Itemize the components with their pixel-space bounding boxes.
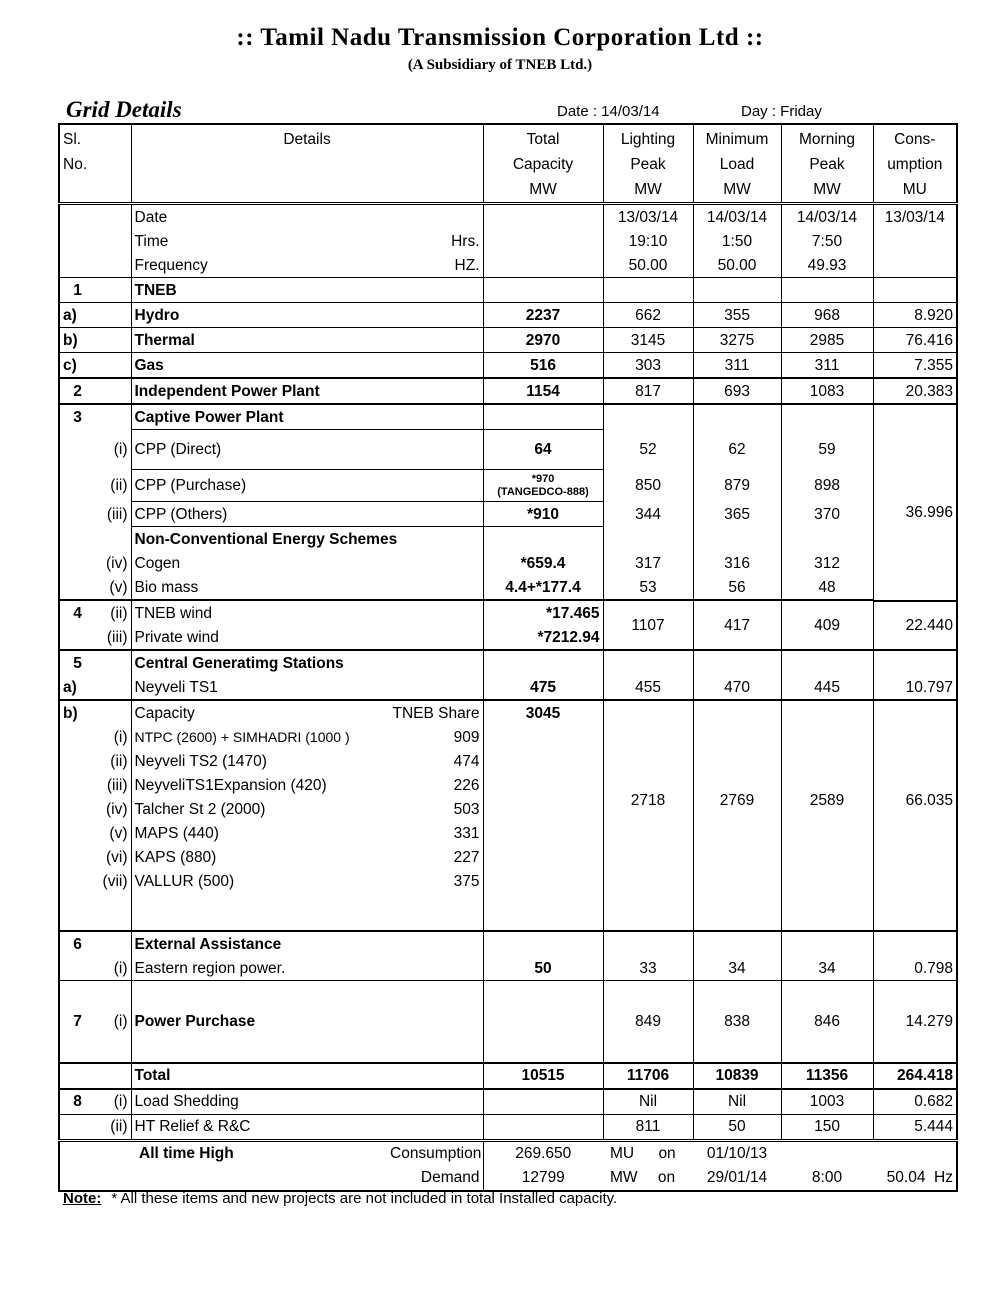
frequency-morning-peak: 49.93: [781, 253, 873, 278]
gas-minimum-load: 311: [693, 353, 781, 379]
ht-relief-row: [59, 1114, 957, 1140]
thermal-consumption: 76.416: [873, 328, 957, 353]
cpp-others-row: [59, 502, 957, 527]
load-shedding-row: [59, 1089, 957, 1115]
note-text: * All these items and new projects are not included in total Installed capacity.: [111, 1190, 618, 1207]
total-consumption: 264.418: [873, 1063, 957, 1089]
row-sub-number: (i): [95, 725, 131, 749]
company-subtitle: (A Subsidiary of TNEB Ltd.): [407, 57, 593, 73]
row-number: 2: [59, 378, 95, 404]
row-number: c): [59, 353, 95, 379]
cgs-item-share: 331: [387, 821, 483, 845]
cgs-capacity-row: [59, 700, 957, 725]
cgs-morning-peak: 2589: [781, 700, 873, 931]
power-purchase-morning-peak: 846: [781, 981, 873, 1063]
total-lighting-peak: 11706: [603, 1063, 693, 1089]
biomass-label: Bio mass: [131, 575, 483, 600]
hydro-capacity: 2237: [483, 303, 603, 328]
row-sub-number: (i): [95, 430, 131, 470]
row-sub-number: (vi): [95, 845, 131, 869]
col-header-consumption: Cons- umption MU: [873, 124, 957, 204]
cgs-item-label: NeyveliTS1Expansion (420): [134, 776, 327, 794]
cpp-direct-row: [59, 430, 957, 470]
ath-demand-unit-on: MW on: [610, 1169, 676, 1186]
date-label: Date: [131, 204, 387, 230]
cpp-direct-morning-peak: 59: [781, 430, 873, 470]
col-header-lighting-peak: Lighting Peak MW: [603, 124, 693, 204]
external-label: External Assistance: [131, 931, 483, 956]
gas-consumption: 7.355: [873, 353, 957, 379]
load-shedding-consumption: 0.682: [873, 1089, 957, 1115]
cgs-item-label: Talcher St 2 (2000): [134, 800, 266, 818]
row-sub-number: (ii): [95, 470, 131, 502]
row-number: b): [63, 704, 78, 722]
ht-relief-morning-peak: 150: [781, 1114, 873, 1140]
neyveli-ts1-minimum-load: 470: [693, 675, 781, 700]
tneb-label: TNEB: [131, 278, 483, 303]
frequency-unit: HZ.: [387, 253, 483, 278]
hydro-consumption: 8.920: [873, 303, 957, 328]
gas-label: Gas: [131, 353, 483, 379]
frequency-label: Frequency: [131, 253, 387, 278]
wind-morning-peak: 409: [781, 601, 873, 650]
hydro-morning-peak: 968: [781, 303, 873, 328]
cgs-item-share: 375: [387, 869, 483, 893]
ath-consumption-value: 269.650: [483, 1140, 603, 1166]
eastern-consumption: 0.798: [873, 956, 957, 981]
load-shedding-lighting-peak: Nil: [603, 1089, 693, 1115]
tneb-share-label: TNEB Share: [387, 700, 483, 725]
hydro-lighting-peak: 662: [603, 303, 693, 328]
ath-demand-date: 29/01/14: [706, 1169, 768, 1186]
company-title: :: Tamil Nadu Transmission Corporation Ltd ::: [236, 24, 764, 51]
row-number: 6: [73, 935, 82, 953]
time-morning-peak: 7:50: [781, 229, 873, 253]
ipp-minimum-load: 693: [693, 378, 781, 404]
cgs-item-share: 503: [387, 797, 483, 821]
col-header-minimum-load: Minimum Load MW: [693, 124, 781, 204]
frequency-minimum-load: 50.00: [693, 253, 781, 278]
ath-demand-label: Demand: [387, 1166, 483, 1191]
ht-relief-consumption: 5.444: [873, 1114, 957, 1140]
ath-consumption-label: Consumption: [387, 1140, 483, 1166]
cpp-others-minimum-load: 365: [693, 502, 781, 527]
neyveli-ts1-label: Neyveli TS1: [131, 675, 483, 700]
cgs-item-share: 909: [387, 725, 483, 749]
row-sub-number: (iii): [95, 773, 131, 797]
ht-relief-label: HT Relief & R&C: [131, 1114, 483, 1140]
private-wind-label: Private wind: [131, 625, 483, 650]
cgs-capacity-label: Capacity: [134, 704, 195, 722]
row-sub-number: (i): [95, 1089, 131, 1115]
row-sub-number: (ii): [95, 601, 131, 625]
cgs-minimum-load: 2769: [693, 700, 781, 931]
time-lighting-peak: 19:10: [603, 229, 693, 253]
cpp-others-capacity: *910: [483, 502, 603, 527]
cgs-label: Central Generatimg Stations: [131, 650, 483, 675]
ht-relief-minimum-load: 50: [693, 1114, 781, 1140]
thermal-row: [59, 328, 957, 353]
biomass-capacity: 4.4+*177.4: [483, 575, 603, 600]
total-capacity: 10515: [483, 1063, 603, 1089]
ht-relief-lighting-peak: 811: [603, 1114, 693, 1140]
row-number: a): [59, 303, 95, 328]
ath-demand-time: 8:00: [811, 1169, 843, 1186]
grid-details-table: [58, 123, 958, 1192]
ath-consumption-unit-on: MU on: [603, 1140, 693, 1166]
cpp-label: Captive Power Plant: [131, 404, 483, 430]
row-number: 5: [73, 654, 82, 672]
ath-demand-frequency: 50.04 Hz: [886, 1169, 954, 1186]
time-label: Time: [134, 232, 169, 250]
ath-demand-value: 12799: [521, 1169, 565, 1186]
ipp-lighting-peak: 817: [603, 378, 693, 404]
thermal-morning-peak: 2985: [781, 328, 873, 353]
external-row: [59, 931, 957, 956]
total-row: [59, 1063, 957, 1089]
row-sub-number: (v): [95, 575, 131, 600]
cpp-others-morning-peak: 370: [781, 502, 873, 527]
wind-lighting-peak: 1107: [603, 601, 693, 650]
gas-row: [59, 353, 957, 379]
eastern-capacity: 50: [483, 956, 603, 981]
wind-minimum-load: 417: [693, 601, 781, 650]
cgs-item-label: Neyveli TS2 (1470): [134, 752, 267, 770]
neyveli-ts1-capacity: 475: [483, 675, 603, 700]
wind-consumption: 22.440: [873, 601, 957, 650]
eastern-minimum-load: 34: [693, 956, 781, 981]
col-header-details: Details: [131, 124, 483, 204]
load-shedding-label: Load Shedding: [131, 1089, 483, 1115]
cgs-item-label: NTPC (2600) + SIMHADRI (1000 ): [134, 728, 350, 745]
gas-morning-peak: 311: [781, 353, 873, 379]
biomass-morning-peak: 48: [781, 575, 873, 600]
cpp-direct-capacity: 64: [483, 430, 603, 470]
hydro-row: [59, 303, 957, 328]
row-number: 1: [73, 281, 82, 299]
cpp-others-label: CPP (Others): [131, 502, 483, 527]
cgs-item-share: 474: [387, 749, 483, 773]
col-header-morning-peak: Morning Peak MW: [781, 124, 873, 204]
col-header-sl: Sl. No.: [59, 124, 131, 204]
cgs-item-label: KAPS (880): [134, 848, 217, 866]
row-sub-number: (iv): [95, 797, 131, 821]
all-time-high-demand-row: [59, 1166, 957, 1191]
tneb-wind-capacity: *17.465: [483, 601, 603, 625]
cpp-direct-label: CPP (Direct): [131, 430, 483, 470]
gas-lighting-peak: 303: [603, 353, 693, 379]
total-label: Total: [131, 1063, 483, 1089]
cpp-purchase-row: [59, 470, 957, 502]
private-wind-capacity: *7212.94: [483, 625, 603, 650]
note-label: Note:: [63, 1190, 102, 1207]
row-sub-number: (ii): [95, 1114, 131, 1140]
total-minimum-load: 10839: [693, 1063, 781, 1089]
thermal-capacity: 2970: [483, 328, 603, 353]
ipp-label: Independent Power Plant: [131, 378, 483, 404]
frequency-row: [59, 253, 957, 278]
gas-capacity: 516: [483, 353, 603, 379]
cgs-item-share: 227: [387, 845, 483, 869]
cpp-purchase-morning-peak: 898: [781, 470, 873, 502]
cgs-consumption: 66.035: [873, 700, 957, 931]
row-sub-number: (iii): [95, 625, 131, 650]
cpp-purchase-lighting-peak: 850: [603, 470, 693, 502]
biomass-lighting-peak: 53: [603, 575, 693, 600]
tneb-wind-label: TNEB wind: [131, 601, 483, 625]
col-header-total-capacity: Total Capacity MW: [483, 124, 603, 204]
report-day: Day : Friday: [741, 103, 822, 120]
all-time-high-consumption-row: [59, 1140, 957, 1166]
cpp-purchase-capacity: *970 (TANGEDCO-888): [483, 470, 603, 502]
date-row: [59, 204, 957, 230]
footnote: [63, 1190, 617, 1207]
eastern-row: [59, 956, 957, 981]
tneb-wind-row: [59, 601, 957, 625]
total-morning-peak: 11356: [781, 1063, 873, 1089]
date-minimum-load: 14/03/14: [693, 204, 781, 230]
biomass-minimum-load: 56: [693, 575, 781, 600]
all-time-high-label: All time High: [131, 1140, 387, 1166]
neyveli-ts1-row: [59, 675, 957, 700]
cgs-row: [59, 650, 957, 675]
hydro-minimum-load: 355: [693, 303, 781, 328]
power-purchase-consumption: 14.279: [873, 981, 957, 1063]
row-sub-number: (iii): [95, 502, 131, 527]
cogen-minimum-load: 316: [693, 551, 781, 575]
row-sub-number: (i): [95, 981, 131, 1063]
cpp-purchase-label: CPP (Purchase): [131, 470, 483, 502]
ipp-consumption: 20.383: [873, 378, 957, 404]
eastern-label: Eastern region power.: [131, 956, 483, 981]
hydro-label: Hydro: [131, 303, 483, 328]
time-row: [59, 229, 957, 253]
neyveli-ts1-consumption: 10.797: [873, 675, 957, 700]
cogen-row: [59, 551, 957, 575]
cogen-lighting-peak: 317: [603, 551, 693, 575]
row-number: 7: [59, 981, 95, 1063]
load-shedding-minimum-load: Nil: [693, 1089, 781, 1115]
row-sub-number: (v): [95, 821, 131, 845]
thermal-minimum-load: 3275: [693, 328, 781, 353]
row-number: 8: [59, 1089, 95, 1115]
cpp-others-lighting-peak: 344: [603, 502, 693, 527]
power-purchase-lighting-peak: 849: [603, 981, 693, 1063]
report-date: Date : 14/03/14: [557, 103, 660, 120]
row-number: 4: [73, 604, 82, 622]
cpp-purchase-minimum-load: 879: [693, 470, 781, 502]
thermal-label: Thermal: [131, 328, 483, 353]
cgs-item-label: VALLUR (500): [134, 872, 235, 890]
thermal-lighting-peak: 3145: [603, 328, 693, 353]
ipp-capacity: 1154: [483, 378, 603, 404]
cpp-row: [59, 404, 957, 430]
cpp-direct-minimum-load: 62: [693, 430, 781, 470]
row-sub-number: (vii): [95, 869, 131, 893]
frequency-lighting-peak: 50.00: [603, 253, 693, 278]
cogen-morning-peak: 312: [781, 551, 873, 575]
table-header-row: [59, 124, 957, 204]
eastern-lighting-peak: 33: [603, 956, 693, 981]
nces-row: [59, 527, 957, 552]
cpp-consumption: 36.996: [873, 404, 957, 601]
cogen-label: Cogen: [131, 551, 483, 575]
date-consumption: 13/03/14: [873, 204, 957, 230]
row-sub-number: (ii): [95, 749, 131, 773]
row-number: b): [59, 328, 95, 353]
cgs-item-share: 226: [387, 773, 483, 797]
cgs-item-label: MAPS (440): [134, 824, 219, 842]
cgs-lighting-peak: 2718: [603, 700, 693, 931]
row-number: a): [59, 675, 95, 700]
biomass-row: [59, 575, 957, 600]
cogen-capacity: *659.4: [483, 551, 603, 575]
nces-label: Non-Conventional Energy Schemes: [131, 527, 483, 552]
neyveli-ts1-lighting-peak: 455: [603, 675, 693, 700]
row-sub-number: (iv): [95, 551, 131, 575]
grid-details-title: Grid Details: [66, 97, 182, 122]
power-purchase-minimum-load: 838: [693, 981, 781, 1063]
ipp-morning-peak: 1083: [781, 378, 873, 404]
time-minimum-load: 1:50: [693, 229, 781, 253]
row-sub-number: (i): [95, 956, 131, 981]
load-shedding-morning-peak: 1003: [781, 1089, 873, 1115]
row-number: 3: [73, 408, 82, 426]
power-purchase-row: [59, 981, 957, 1063]
eastern-morning-peak: 34: [781, 956, 873, 981]
cgs-capacity-value: 3045: [483, 700, 603, 725]
cpp-direct-lighting-peak: 52: [603, 430, 693, 470]
power-purchase-label: Power Purchase: [131, 981, 483, 1063]
date-morning-peak: 14/03/14: [781, 204, 873, 230]
ipp-row: [59, 378, 957, 404]
time-unit: Hrs.: [387, 229, 483, 253]
date-lighting-peak: 13/03/14: [603, 204, 693, 230]
tneb-row: [59, 278, 957, 303]
ath-consumption-date: 01/10/13: [693, 1140, 781, 1166]
neyveli-ts1-morning-peak: 445: [781, 675, 873, 700]
